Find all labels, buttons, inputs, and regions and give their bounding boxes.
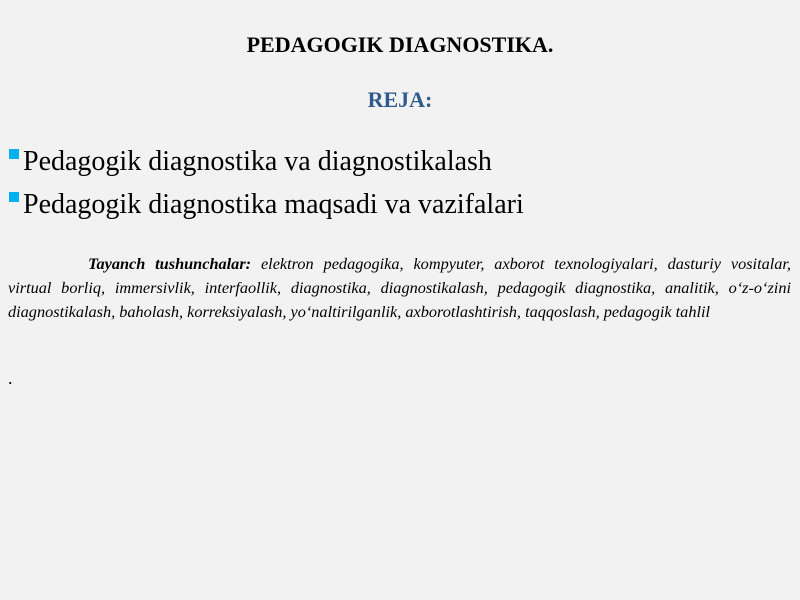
- slide-title: PEDAGOGIK DIAGNOSTIKA.: [246, 32, 554, 57]
- plan-item-text: Pedagogik diagnostika maqsadi va vazifalari: [23, 189, 524, 220]
- plan-item: [8, 140, 788, 183]
- key-concepts-paragraph: [8, 252, 791, 324]
- plan-list: [8, 140, 788, 226]
- square-bullet-icon: [9, 192, 19, 202]
- trailing-dot: .: [8, 368, 13, 388]
- plan-item: [8, 183, 788, 226]
- key-concepts-text: elektron pedagogika, kompyuter, axborot texnologiyalari, dasturiy vositalar, virtual borliq, immersivlik, interfaollik, diagnostika, diagnostikalash, pedagogik diagnostika, analitik, o‘z-o‘zini diagnostikalash, baholash, korreksiyalash, yo‘naltirilganlik, axborotlashtirish, taqqoslash, pedagogik tahlil: [8, 254, 792, 321]
- slide-subtitle: REJA:: [367, 87, 433, 112]
- plan-item-text: Pedagogik diagnostika va diagnostikalash: [23, 146, 492, 177]
- square-bullet-icon: [9, 149, 19, 159]
- key-concepts-label: Tayanch tushunchalar:: [88, 254, 252, 273]
